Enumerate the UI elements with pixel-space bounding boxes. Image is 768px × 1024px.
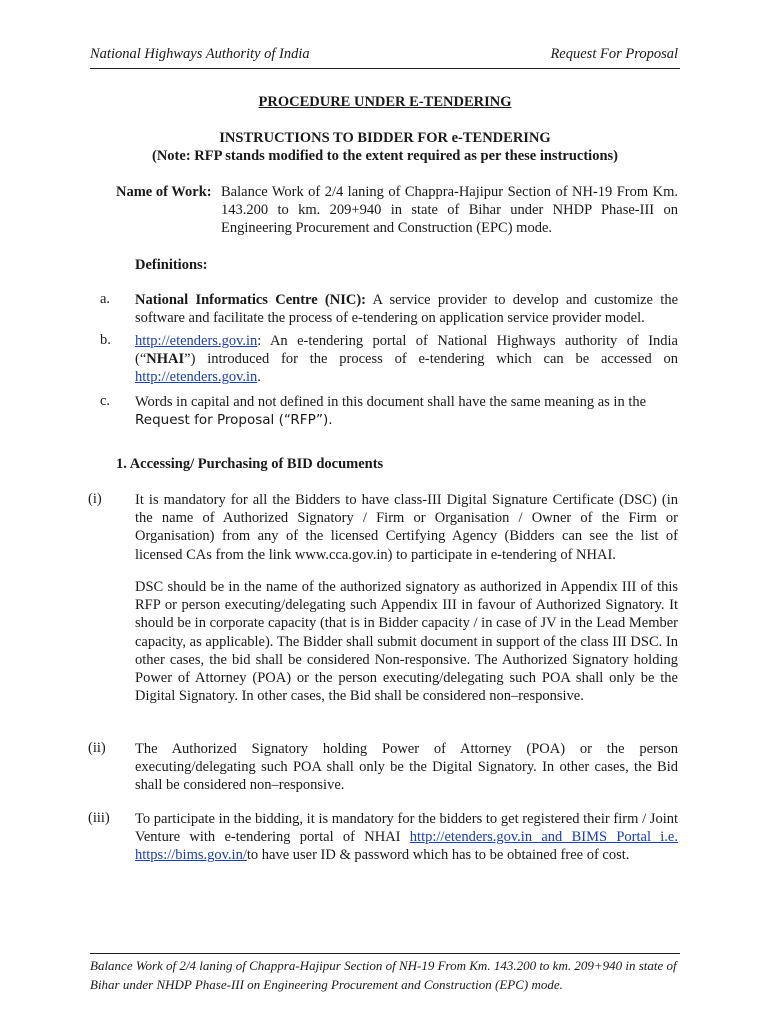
section-1-heading: 1. Accessing/ Purchasing of BID documents [116, 456, 384, 472]
definition-b-end: . [257, 369, 261, 386]
definition-c-marker: c. [100, 393, 111, 409]
page-header [90, 44, 680, 69]
definition-c-text2: Request for Proposal (“RFP”). [135, 412, 333, 429]
bims-portal-link[interactable]: http://etenders.gov.in and BIMS Portal i.e. https://bims.gov.in/ [135, 829, 678, 864]
definition-a [135, 291, 678, 327]
item-ii-text: The Authorized Signatory holding Power of Attorney (POA) or the person executing/delegating such POA shall only be the Digital Signatory. In other cases, the Bid shall be considered non–responsive. [135, 741, 678, 794]
rfp-note: (Note: RFP stands modified to the extent required as per these instructions) [152, 148, 618, 164]
item-i-marker: (i) [88, 491, 102, 507]
definitions-heading: Definitions: [135, 257, 208, 273]
definition-b-text1: : An e-tendering portal of National Highways authority of India (“ [135, 333, 678, 368]
item-ii-marker: (ii) [88, 740, 106, 756]
instructions-title: INSTRUCTIONS TO BIDDER FOR e-TENDERING [219, 130, 551, 146]
name-of-work-text: Balance Work of 2/4 laning of Chappra-Hajipur Section of NH-19 From Km. 143.200 to km. 209+940 in state of Bihar under NHDP Phase-III on Engineering Procurement and Construction (EPC) mode. [221, 184, 678, 237]
page-title: PROCEDURE UNDER E-TENDERING [258, 94, 512, 110]
name-of-work-label: Name of Work: [116, 184, 212, 200]
item-iii-marker: (iii) [88, 810, 110, 826]
item-i-text: It is mandatory for all the Bidders to have class-III Digital Signature Certificate (DSC) (in the name of Authorized Signatory / Firm or Organisation / Owner of the Firm or Organisation) from any of the licensed Certifying Agency (Bidders can see the list of licensed CAs from the link www.cca.gov.in) to participate in e-tendering of NHAI. [135, 492, 678, 563]
etenders-link[interactable]: http://etenders.gov.in [135, 333, 258, 349]
definition-a-marker: a. [100, 291, 111, 307]
item-iii-text1: To participate in the bidding, it is mandatory for the bidders to get registered their firm / Joint Venture with e-tendering portal of NHAI [135, 811, 678, 846]
header-left: National Highways Authority of India [90, 46, 310, 62]
header-right: Request For Proposal [550, 46, 678, 62]
item-iii-text2: to have user ID & password which has to be obtained free of cost. [246, 847, 630, 864]
definition-c [135, 393, 678, 429]
item-i-paragraph-2: DSC should be in the name of the authorized signatory as authorized in Appendix III of this RFP or person executing/delegating such Appendix III in favour of Authorized Signatory. It should be in corporate capacity (that is in Bidder capacity / in case of JV in the Lead Member capacity, as applicable). The Bidder shall submit document in support of the class III DSC. In other cases, the bid shall be considered Non-responsive. The Authorized Signatory holding Power of Attorney (POA) or the person executing/delegating such POA shall only be the Digital Signatory. In other cases, the Bid shall be considered non–responsive. [135, 579, 678, 705]
definition-b [135, 332, 678, 387]
definition-a-term: National Informatics Centre (NIC): [135, 292, 367, 308]
etenders-link-2[interactable]: http://etenders.gov.in [135, 369, 258, 386]
item-iii [135, 810, 678, 865]
definition-b-text2: ”) introduced for the process of e-tendering which can be accessed on [184, 351, 678, 368]
definition-c-text: Words in capital and not defined in this document shall have the same meaning as in the [135, 394, 647, 410]
definition-b-marker: b. [100, 332, 111, 348]
page-footer: Balance Work of 2/4 laning of Chappra-Hajipur Section of NH-19 From Km. 143.200 to km. 209+940 in state of Bihar under NHDP Phase-III on Engineering Procurement and Construction (EPC) mode. [90, 953, 680, 994]
definition-b-nhai: NHAI [146, 351, 185, 368]
definition-a-text: A service provider to develop and customize the software and facilitate the process of e-tendering on application service provider model. [135, 292, 678, 327]
